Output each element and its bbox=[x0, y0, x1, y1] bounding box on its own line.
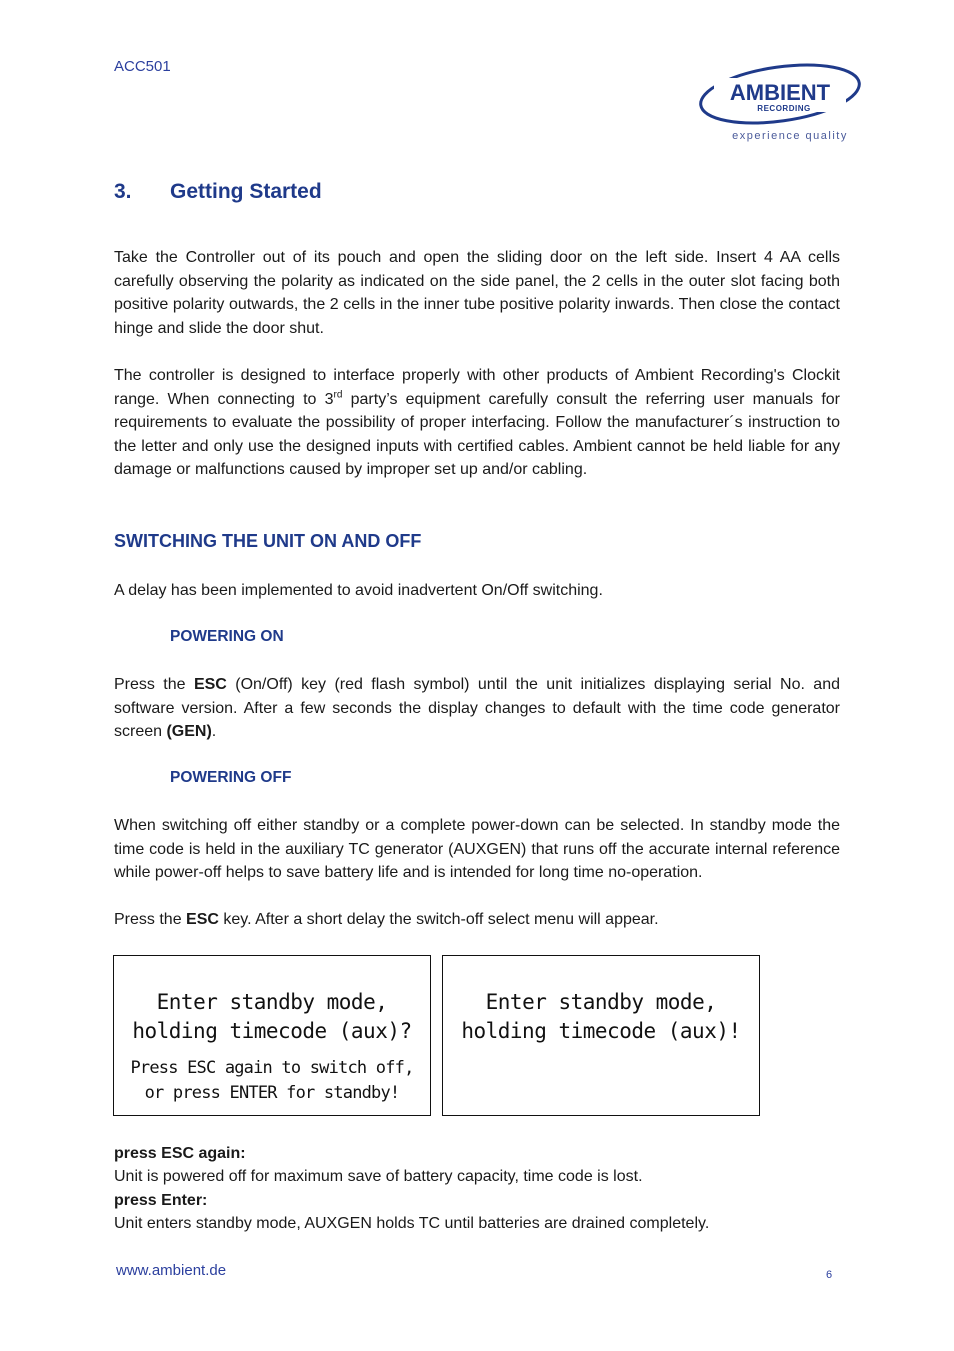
lcd-screen-standby-query: Enter standby mode, holding timecode (aux)? Press ESC again to switch off, or press ENTER for standby! bbox=[113, 955, 431, 1116]
ambient-recording-logo bbox=[694, 54, 866, 146]
section-title: Getting Started bbox=[170, 180, 322, 203]
footer-website-link[interactable]: www.ambient.de bbox=[116, 1262, 227, 1279]
logo-brand: AMBIENT bbox=[729, 80, 831, 105]
powering-on-heading: POWERING ON bbox=[170, 628, 284, 645]
press-esc-instruction: Press the ESC key. After a short delay the switch-off select menu will appear. bbox=[114, 911, 659, 928]
switching-heading: SWITCHING THE UNIT ON AND OFF bbox=[114, 531, 422, 551]
logo-sub: RECORDING bbox=[757, 104, 811, 113]
esc-result-label: press ESC again: bbox=[114, 1145, 246, 1162]
enter-result-label: press Enter: bbox=[114, 1192, 208, 1209]
switching-text: A delay has been implemented to avoid inadvertent On/Off switching. bbox=[114, 582, 603, 599]
section-number: 3. bbox=[114, 180, 132, 203]
compatibility-paragraph: The controller is designed to interface properly with other products of Ambient Recording's Clockit range. When connecting to 3rd party’s equipment carefully consult the referring user manuals for requirements to evaluate the possibility of proper interfacing. Follow the manufacturer´s instruction to the letter and only use the designed inputs with certified cables. Ambient cannot be held liable for any damage or malfunctions caused by improper set up and/or cabling. bbox=[114, 367, 840, 478]
esc-result-text: Unit is powered off for maximum save of battery capacity, time code is lost. bbox=[114, 1168, 643, 1185]
logo-tagline: experience quality bbox=[732, 130, 848, 142]
section-heading bbox=[114, 180, 322, 204]
powering-off-heading: POWERING OFF bbox=[170, 769, 292, 786]
lcd-screen-standby-confirm: Enter standby mode, holding timecode (aux)! bbox=[442, 955, 760, 1116]
document-id: ACC501 bbox=[114, 58, 171, 75]
powering-on-text: Press the ESC (On/Off) key (red flash symbol) until the unit initializes displaying serial No. and software version. After a few seconds the display changes to default with the time code generator screen (GEN). bbox=[114, 676, 841, 740]
intro-paragraph: Take the Controller out of its pouch and open the sliding door on the left side. Insert 4 AA cells carefully observing the polarity as indicated on the side panel, the 2 cells in the outer slot facing both positive polarity outwards, the 2 cells in the inner tube positive polarity inwards. Then close the contact hinge and slide the door shut. bbox=[114, 249, 840, 337]
enter-result-text: Unit enters standby mode, AUXGEN holds TC until batteries are drained completely. bbox=[114, 1215, 710, 1232]
powering-off-text: When switching off either standby or a complete power-down can be selected. In standby mode the time code is held in the auxiliary TC generator (AUXGEN) that runs off the accurate internal reference while power-off helps to save battery life and is intended for long time no-operation. bbox=[114, 817, 840, 881]
page-number: 6 bbox=[826, 1269, 833, 1281]
